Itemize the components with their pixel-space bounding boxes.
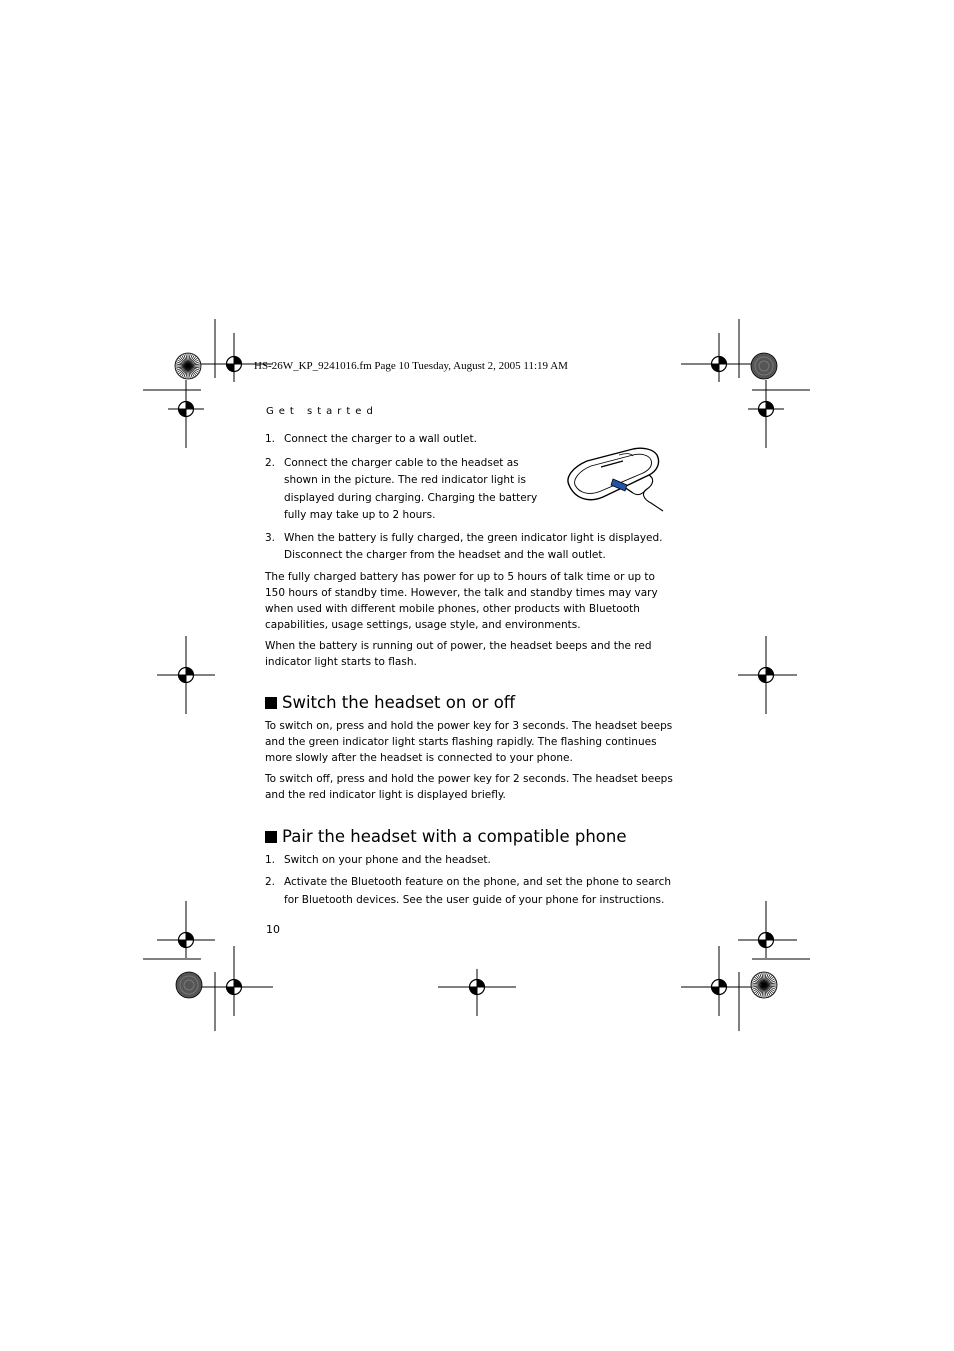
- pair-heading: [265, 826, 677, 848]
- running-section-label: Get started: [266, 406, 378, 417]
- step-number: 1.: [265, 853, 276, 866]
- switch-heading-text: Switch the headset on or off: [282, 692, 516, 712]
- step-text: When the battery is fully charged, the green indicator light is displayed. Disconnect the charger from the headset and the wall outlet.: [284, 531, 663, 561]
- main-content: [265, 431, 677, 909]
- step-number: 2.: [265, 876, 276, 888]
- switch-heading: [265, 692, 677, 714]
- step-charge-2: [265, 455, 546, 525]
- heading-square-icon: [265, 831, 277, 843]
- battery-low-paragraph: When the battery is running out of power, the headset beeps and the red indicator light starts to flash.: [265, 639, 652, 668]
- switch-off-paragraph: To switch off, press and hold the power key for 2 seconds. The headset beeps and the red indicator light is displayed briefly.: [265, 772, 673, 801]
- step-pair-1: [265, 852, 677, 870]
- switch-on-paragraph: To switch on, press and hold the power key for 3 seconds. The headset beeps and the green indicator light starts flashing rapidly. The flashing continues more slowly after the headset is connected to your phone.: [265, 719, 673, 764]
- step-charge-3: [265, 530, 677, 565]
- page-number: 10: [266, 923, 280, 936]
- step-pair-2: [265, 874, 677, 909]
- step-text: Connect the charger cable to the headset as shown in the picture. The red indicator light is displayed during charging. Charging the battery fully may take up to 2 hours.: [284, 456, 538, 521]
- step-number: 3.: [265, 531, 276, 544]
- step-charge-1: [265, 431, 677, 449]
- step-number: 1.: [265, 433, 276, 445]
- battery-capacity-paragraph: The fully charged battery has power for up to 5 hours of talk time or up to 150 hours of standby time. However, the talk and standby times may vary when used with different mobile phones, other products with Bluetooth capabilities, usage settings, usage style, and environments.: [265, 570, 658, 631]
- pair-heading-text: Pair the headset with a compatible phone: [282, 826, 627, 846]
- step-text: Activate the Bluetooth feature on the phone, and set the phone to search for Bluetooth devices. See the user guide of your phone for instructions.: [284, 876, 672, 906]
- heading-square-icon: [265, 697, 277, 709]
- step-number: 2.: [265, 456, 276, 469]
- print-header: HS-26W_KP_9241016.fm Page 10 Tuesday, August 2, 2005 11:19 AM: [254, 360, 568, 372]
- step-text: Switch on your phone and the headset.: [284, 853, 491, 866]
- step-text: Connect the charger to a wall outlet.: [284, 433, 477, 445]
